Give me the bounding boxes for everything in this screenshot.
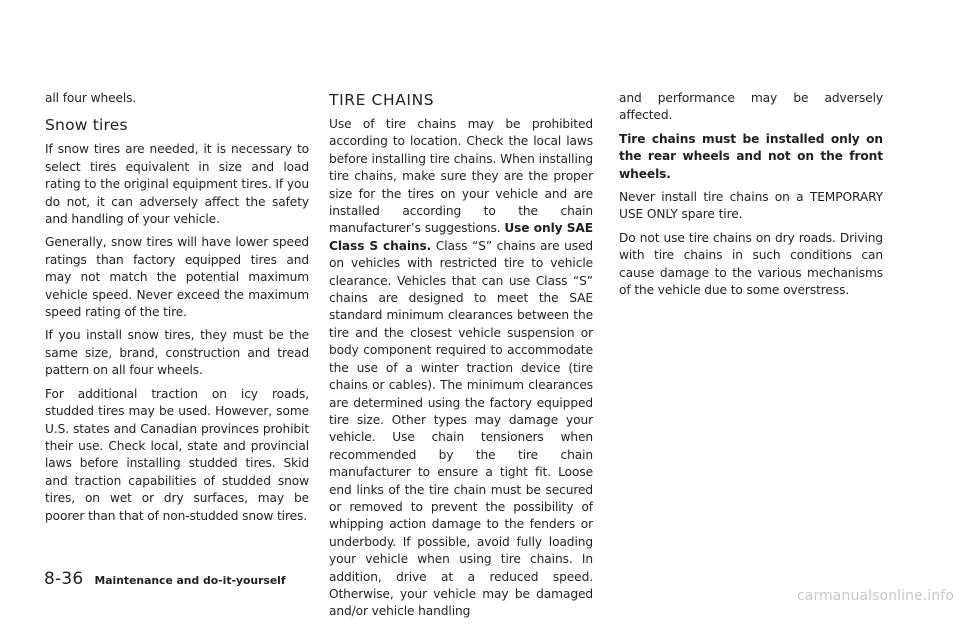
spare-tire-note: Never install tire chains on a TEMPORARY USE ONLY spare tire.: [619, 190, 883, 222]
tire-chains-text-after: Class “S” chains are used on vehicles with restricted tire to vehicle clearance. Vehicles that can use Class “S” chains are designed to meet the SAE standard minimum clearances between the tire and the closest vehicle suspension or body component required to accommodate the use of a winter traction device (tire chains or cables). The minimum clearances are determined using the factory equipped tire size. Other types may damage your vehicle. Use chain tensioners when recommended by the tire chain manufacturer to ensure a tight fit. Loose end links of the tire chain must be secured or removed to prevent the possibility of whipping action damage to the fenders or underbody. If possible, avoid fully loading your vehicle when using tire chains. In addition, drive at a reduced speed. Otherwise, your vehicle may be damaged and/or vehicle handling: [329, 238, 593, 619]
tire-chains-paragraph: [329, 116, 593, 621]
snow-tires-paragraph-1: If snow tires are needed, it is necessary to select tires equivalent in size and load rating to the original equipment tires. If you do not, it can adversely affect the safety and handling of your vehicle.: [45, 142, 309, 227]
page-footer: [44, 569, 286, 589]
intro-text: all four wheels.: [45, 91, 137, 105]
tire-chains-heading: TIRE CHAINS: [329, 91, 435, 109]
snow-tires-paragraph-4: For additional traction on icy roads, studded tires may be used. However, some U.S. states and Canadian provinces prohibit their use. Check local, state and provincial laws before installing studded tires. Skid and traction capabilities of studded snow tires, on wet or dry surfaces, may be poorer than that of non-studded snow tires.: [45, 386, 309, 523]
continuation-text: and performance may be adversely affected.: [619, 91, 883, 123]
left-column: [45, 90, 309, 531]
sae-class-s-warning: Use only SAE Class S chains.: [329, 221, 593, 253]
snow-tires-paragraph-2: Generally, snow tires will have lower speed ratings than factory equipped tires and may not match the potential maximum vehicle speed. Never exceed the maximum speed rating of the tire.: [45, 235, 309, 320]
middle-column: [329, 90, 593, 627]
snow-tires-heading: Snow tires: [45, 116, 128, 135]
tire-chains-text-before: Use of tire chains may be prohibited according to location. Check the local laws before installing tire chains. When installing tire chains, make sure they are the proper size for the tires on your vehicle and are installed according to the chain manufacturer’s suggestions.: [329, 117, 593, 236]
watermark: carmanualsonline.info: [796, 588, 954, 604]
dry-roads-note: Do not use tire chains on dry roads. Driving with tire chains in such conditions can cause damage to the various mechanisms of the vehicle due to some overstress.: [619, 230, 883, 298]
right-column: [619, 90, 883, 305]
section-title: Maintenance and do-it-yourself: [94, 574, 286, 587]
rear-wheels-warning: Tire chains must be installed only on the rear wheels and not on the front wheels.: [619, 131, 883, 181]
page-number: 8-36: [44, 569, 84, 589]
snow-tires-paragraph-3: If you install snow tires, they must be the same size, brand, construction and tread pattern on all four wheels.: [45, 328, 309, 378]
